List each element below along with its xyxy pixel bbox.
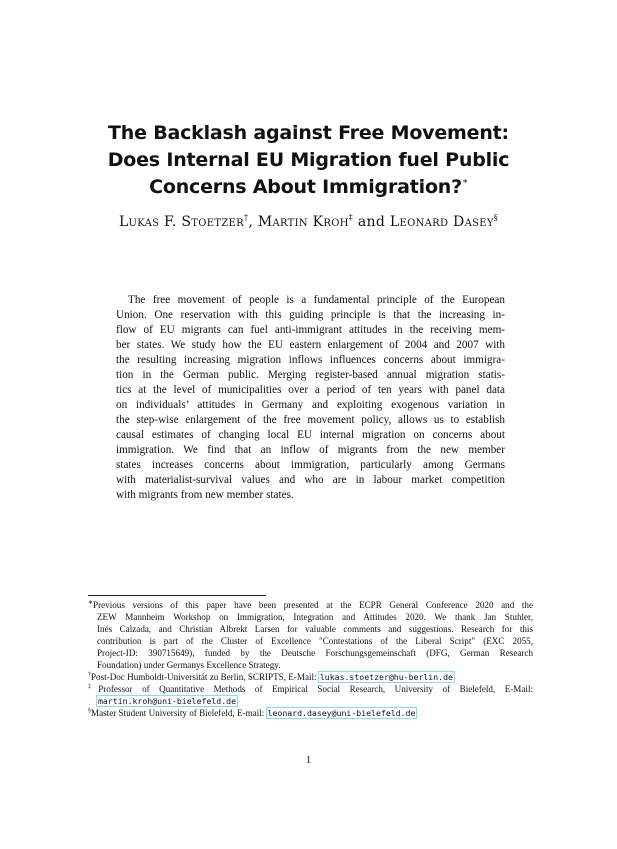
abstract xyxy=(116,293,505,503)
footnote-text: Master Student University of Bielefeld, E-mail: xyxy=(91,708,265,718)
footnote-mark: § xyxy=(88,708,91,714)
footnote-star-line: contribution is part of the Cluster of Excellence "Contestations of the Liberal Script" (EXC 2055, xyxy=(97,636,533,646)
email-link[interactable]: leonard.dasey@uni-bielefeld.de xyxy=(267,708,416,718)
abstract-line: immigration. We find that an inflow of migrants from the new member xyxy=(116,444,505,456)
footnote-dagger xyxy=(88,671,533,683)
footnote-star-line xyxy=(88,599,533,611)
footnote-text: Post-Doc Humboldt-Universität zu Berlin, SCRIPTS, E-Mail: xyxy=(91,672,317,682)
abstract-line: Union. One reservation with this guiding principle is that the increasing in- xyxy=(116,309,505,321)
email-link[interactable]: lukas.stoetzer@hu-berlin.de xyxy=(319,672,453,682)
footnotes xyxy=(88,599,533,719)
author-name: Leonard Dasey xyxy=(389,214,494,230)
abstract-line: the resulting increasing migration inflows influences concerns about immigra- xyxy=(116,354,505,366)
title-line-2: Does Internal EU Migration fuel Public xyxy=(107,149,510,171)
footnote-mark: ∗ xyxy=(88,600,94,606)
title-line-3 xyxy=(60,174,557,201)
email-link[interactable]: martin.kroh@uni-bielefeld.de xyxy=(98,696,237,706)
author-separator: and xyxy=(357,214,386,230)
author-list xyxy=(40,214,577,230)
footnote-star-line: ZEW Mannheim Workshop on Immigration, Integration and Attitudes 2020. We thank Jan Stuhler, xyxy=(97,612,533,622)
footnote-mark: † xyxy=(88,672,91,678)
page-number: 1 xyxy=(305,754,312,766)
abstract-line: tion in the German public. Merging register-based annual migration statis- xyxy=(116,369,505,381)
author-footnote-mark: † xyxy=(244,213,249,222)
footnote-star-line: Foundation) under Germanys Excellence Strategy. xyxy=(97,660,281,670)
author-footnote-mark: ‡ xyxy=(348,213,354,222)
footnote-star-line: Project-ID: 390715649), funded by the Deutsche Forschungsgemeinschaft (DFG, German Research xyxy=(97,648,533,658)
abstract-line: states increases concerns about immigration, particularly among Germans xyxy=(116,459,505,471)
abstract-line: The free movement of people is a fundamental principle of the European xyxy=(128,294,505,306)
abstract-line: the step-wise enlargement of the free movement policy, allows us to establish xyxy=(116,414,505,426)
author-name: Lukas F. Stoetzer xyxy=(118,214,244,230)
paper-title xyxy=(60,120,557,201)
abstract-line: with materialist-survival values and who are in labour market competition xyxy=(116,474,505,486)
abstract-line: with migrants from new member states. xyxy=(116,489,294,501)
author-name: Martin Kroh xyxy=(257,214,349,230)
footnote-divider xyxy=(88,595,266,596)
title-footnote-mark: ∗ xyxy=(461,177,468,187)
abstract-line: causal estimates of changing local EU internal migration on concerns about xyxy=(116,429,505,441)
abstract-line: on individuals’ attitudes in Germany and exploiting exogenous variation in xyxy=(116,399,505,411)
abstract-line: ber states. We study how the EU eastern enlargement of 2004 and 2007 with xyxy=(116,339,505,351)
author-footnote-mark: § xyxy=(493,213,499,222)
footnote-section xyxy=(88,707,533,719)
abstract-line: tics at the level of municipalities over a period of ten years with panel data xyxy=(116,384,505,396)
footnote-text: Previous versions of this paper have been presented at the ECPR General Conference 2020 and the xyxy=(93,600,533,610)
footnote-ddagger-email-line xyxy=(88,695,533,707)
author-separator: , xyxy=(248,214,254,230)
footnote-text: Professor of Quantitative Methods of Empirical Social Research, University of Bielefeld, E-Mail: xyxy=(98,684,534,694)
footnote-ddagger xyxy=(88,683,533,695)
title-line-1: The Backlash against Free Movement: xyxy=(108,122,509,144)
footnote-star-line: Inés Calzada, and Christian Albrekt Larsen for valuable comments and suggestions. Research for this xyxy=(97,624,533,634)
abstract-line: flow of EU migrants can fuel anti-immigrant attitudes in the receiving mem- xyxy=(116,324,505,336)
title-line-3-text: Concerns About Immigration? xyxy=(149,176,462,198)
footnote-mark: ‡ xyxy=(88,684,99,690)
